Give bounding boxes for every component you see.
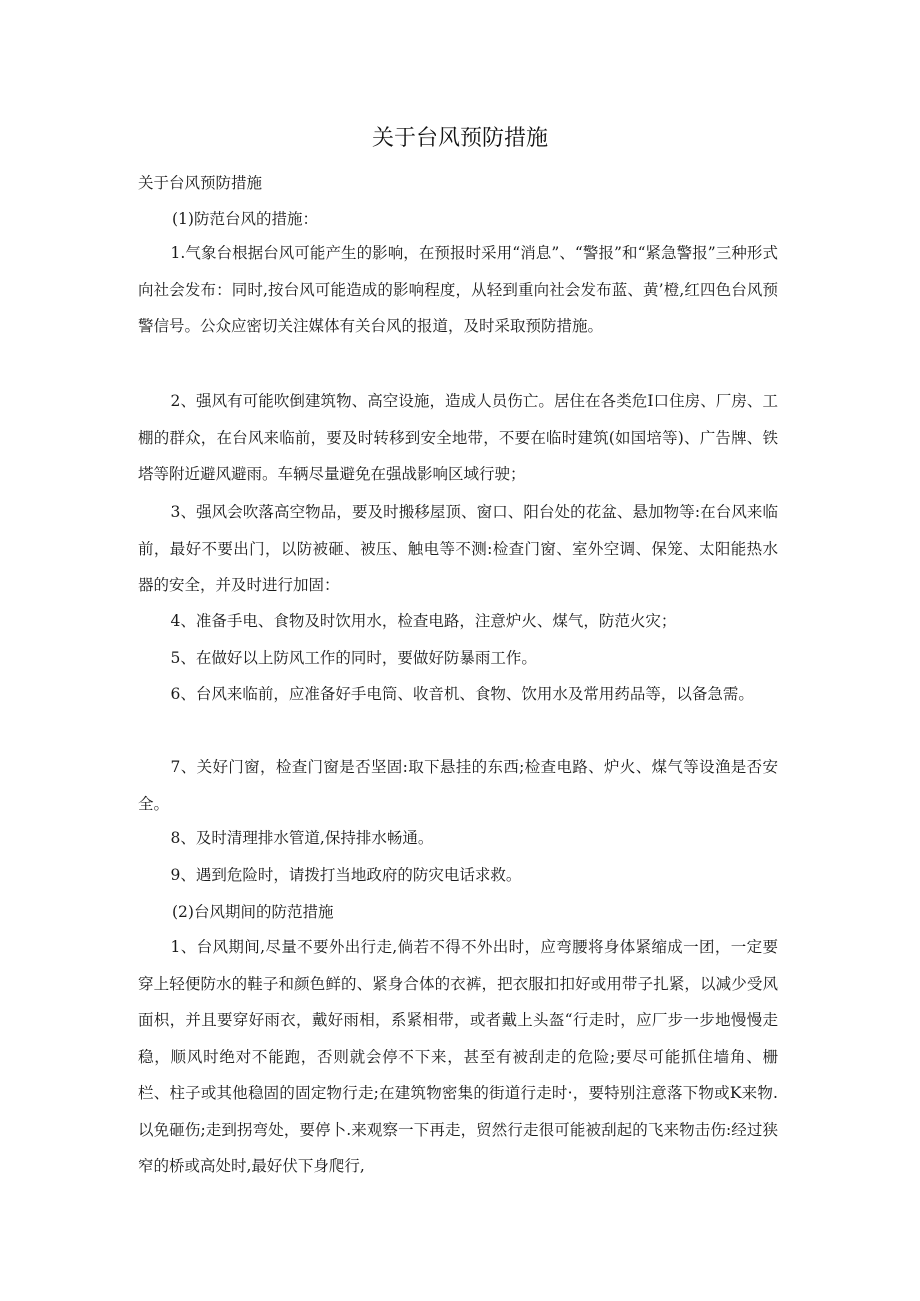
document-subtitle: 关于台风预防措施 — [138, 174, 263, 192]
section-2-heading: (2)台风期间的防范措施 — [172, 903, 334, 921]
paragraph-item-6: 6、台风来临前，应准备好手电筒、收音机、食物、饮用水及常用药品等，以备急需。 — [170, 685, 754, 703]
paragraph-item-4: 4、准备手电、食物及时饮用水，检查电路，注意炉火、煤气，防范火灾； — [170, 612, 677, 630]
paragraph-item-2: 2、强风有可能吹倒建筑物、高空设施，造成人员伤亡。居住在各类危I口住房、厂房、工棚的群众，在台风来临前，要及时转移到安全地带，不要在临时建筑(如国培等)、广告牌、铁塔等附近避风避雨。车辆尽量避免在强战影响区域行驶； — [138, 392, 778, 483]
paragraph-section2-item-1: 1、台风期间,尽量不要外出行走,倘若不得不外出时，应弯腰将身体紧缩成一团，一定要穿上轻便防水的鞋子和颜色鲜的、紧身合体的衣裤，把衣服扣扣好或用带子扎紧，以减少受风面枳，并且要穿好雨衣，戴好雨相，系紧相带，或者戴上头盔“行走时，应厂步一步地慢慢走稳，顺风时绝对不能跑，否则就会停不下来，甚至有被刮走的危险;要尽可能抓住墙角、栅栏、柱子或其他稳固的固定物行走;在建筑物密集的街道行走时·，要特别注意落下物或K来物.以免砸伤;走到拐弯处，要停卜.来观察一下再走，贸然行走很可能被刮起的飞来物击伤:经过狭窄的桥或高处时,最好伏下身爬行, — [138, 938, 778, 1175]
paragraph-item-1: 1.气象台根据台风可能产生的影响，在预报时采用“消息”、“警报”和“紧急警报”三种形式向社会发布：同时,按台风可能造成的影响程度，从轻到重向社会发布蓝、黄’橙,红四色台风预警信号。公众应密切关注媒体有关台风的报道，及时采取预防措施。 — [138, 244, 778, 335]
section-1-heading: (1)防范台风的措施： — [172, 210, 318, 228]
paragraph-item-9: 9、遇到危险时，请拨打当地政府的防灾电话求救。 — [170, 866, 522, 884]
paragraph-item-8: 8、及时清理排水管道,保持排水畅通。 — [170, 829, 434, 847]
page-title: 关于台风预防措施 — [371, 126, 548, 151]
paragraph-item-5: 5、在做好以上防风工作的同时，要做好防暴雨工作。 — [170, 649, 537, 667]
paragraph-item-3: 3、强风会吹落高空物品，要及时搬移屋顶、窗口、阳台处的花盆、悬加物等:在台风来临前，最好不要出门，以防被砸、被压、触电等不测:检查门窗、室外空调、保笼、太阳能热水器的安全，并及时进行加固： — [138, 503, 778, 594]
paragraph-item-7: 7、关好门窗，检查门窗是否坚固:取下悬挂的东西;检查电路、炉火、煤气等设渔是否安全。 — [138, 758, 778, 813]
